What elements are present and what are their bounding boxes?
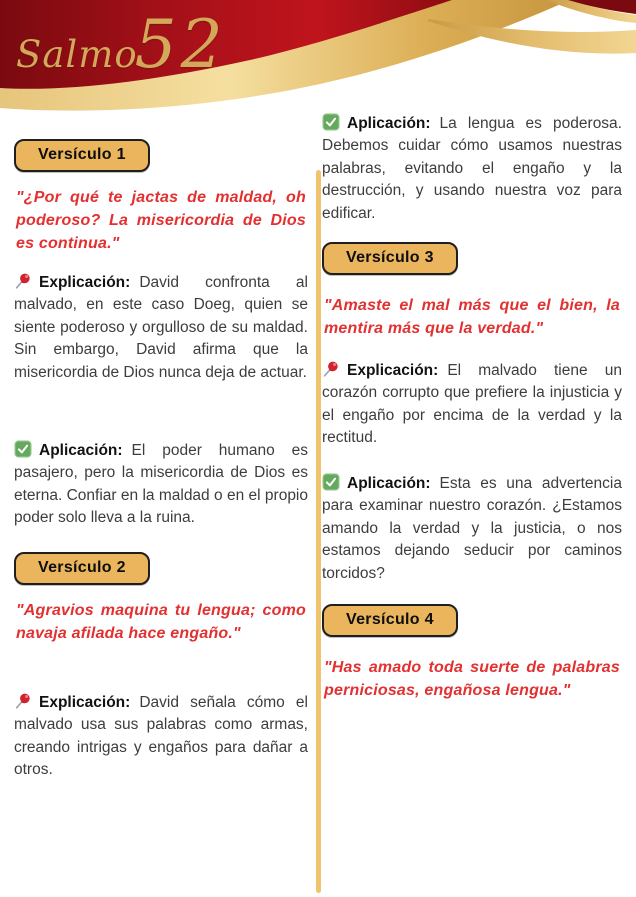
pushpin-icon xyxy=(14,692,32,710)
verse1-application xyxy=(14,440,308,530)
application-label: Aplicación: xyxy=(347,115,431,132)
verse1-quote: "¿Por qué te jactas de maldad, oh poderoso? La misericordia de Dios es continua." xyxy=(16,189,306,253)
verse3-quote: "Amaste el mal más que el bien, la mentira más que la verdad." xyxy=(324,297,620,338)
pushpin-icon xyxy=(322,360,340,378)
column-divider xyxy=(316,170,321,893)
verse3-explanation-text: El malvado tiene un corazón corrupto que prefiere la injusticia y el engaño por encima de la verdad y la rectitud. xyxy=(322,362,622,447)
explanation-label: Explicación: xyxy=(347,362,439,379)
verse1-badge-label: Versículo 1 xyxy=(14,139,150,172)
verse2-application xyxy=(322,113,622,225)
verse2-explanation xyxy=(14,692,308,782)
verse3-badge-label: Versículo 3 xyxy=(322,242,458,275)
title-word: Salmo xyxy=(16,33,138,76)
verse1-badge xyxy=(14,139,150,172)
verse2-application-text: La lengua es poderosa. Debemos cuidar cómo usamos nuestras palabras, evitando el engaño y la destrucción, y usando nuestra voz para edificar. xyxy=(322,115,622,222)
application-label: Aplicación: xyxy=(39,442,123,459)
verse2-badge xyxy=(14,552,150,585)
verse4-badge-label: Versículo 4 xyxy=(322,604,458,637)
verse3-application-text: Esta es una advertencia para examinar nuestro corazón. ¿Estamos amando la verdad y la justicia, o nos estamos dejando seducir por caminos torcidos? xyxy=(322,475,622,582)
explanation-label: Explicación: xyxy=(39,274,131,291)
check-icon xyxy=(14,440,32,458)
verse2-badge-label: Versículo 2 xyxy=(14,552,150,585)
check-icon xyxy=(322,113,340,131)
verse2-quote: "Agravios maquina tu lengua; como navaja afilada hace engaño." xyxy=(16,602,306,643)
pushpin-icon xyxy=(14,272,32,290)
verse1-application-text: El poder humano es pasajero, pero la misericordia de Dios es eterna. Confiar en la maldad o en el propio poder solo lleva a la ruina. xyxy=(14,442,308,527)
verse3-badge xyxy=(322,242,458,275)
verse4-badge xyxy=(322,604,458,637)
title-number: 52 xyxy=(134,6,227,83)
verse4-quote: "Has amado toda suerte de palabras perniciosas, engañosa lengua." xyxy=(324,659,620,700)
verse3-explanation xyxy=(322,360,622,450)
explanation-label: Explicación: xyxy=(39,694,131,711)
check-icon xyxy=(322,473,340,491)
verse3-application xyxy=(322,473,622,585)
application-label: Aplicación: xyxy=(347,475,431,492)
verse2-explanation-text: David señala cómo el malvado usa sus palabras como armas, creando intrigas y engaños para dañar a otros. xyxy=(14,694,308,779)
verse1-explanation-text: David confronta al malvado, en este caso Doeg, quien se siente poderoso y orgulloso de su maldad. Sin embargo, David afirma que la misericordia de Dios nunca deja de actuar. xyxy=(14,274,308,381)
verse1-explanation xyxy=(14,272,308,384)
page-title xyxy=(16,6,227,83)
